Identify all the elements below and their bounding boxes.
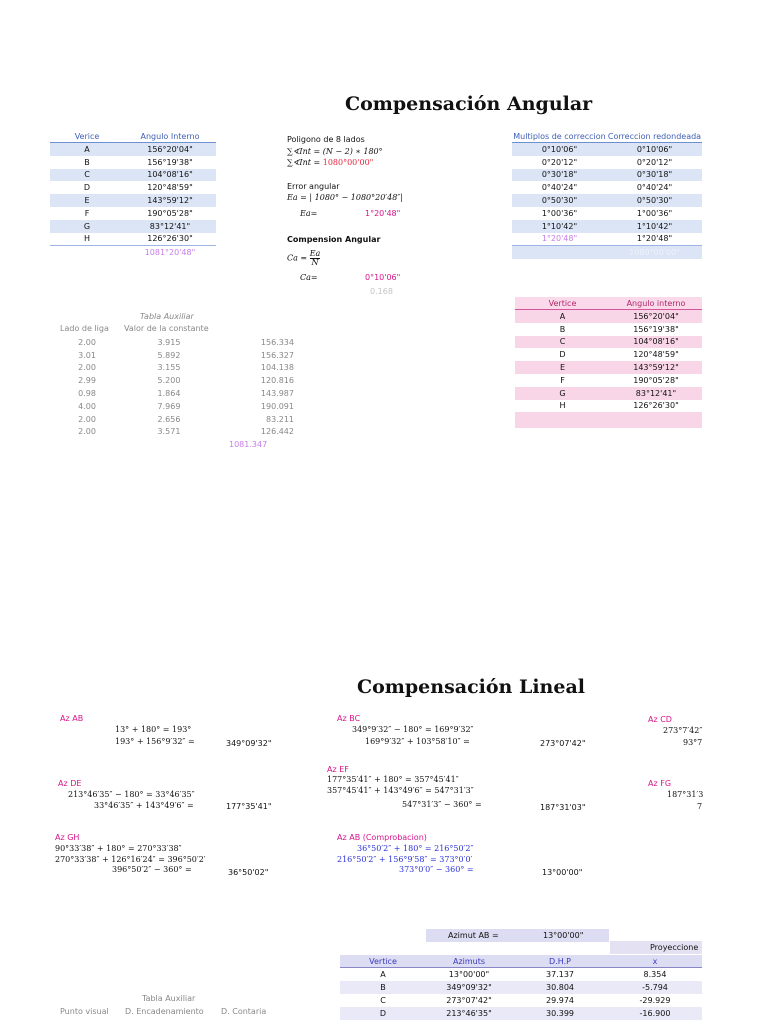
- col-header-dhp: D.H.P: [512, 955, 608, 968]
- table-cell: 156°19'38": [147, 157, 193, 167]
- table-cell: 2.00: [78, 414, 96, 424]
- table-cell: 3.155: [157, 363, 181, 373]
- table-cell: [50, 246, 124, 259]
- table-cell: 83°12'41": [610, 387, 702, 400]
- table-row: [512, 181, 702, 194]
- col-header-vertex: Verice: [50, 130, 124, 143]
- table-cell: 104.138: [260, 363, 294, 373]
- aux-col-constante: Valor de la constante: [124, 324, 209, 333]
- table-cell: 0.98: [78, 389, 96, 399]
- az-gh-line1: 90°33′38″ + 180° = 270°33′38″: [55, 844, 182, 853]
- az-check-line1: 36°50′2″ + 180° = 216°50′2″: [357, 844, 474, 853]
- table-cell: 120.816: [260, 376, 294, 386]
- table-cell: 0°20'12": [541, 157, 578, 167]
- table-cell: 190.091: [260, 401, 294, 411]
- table-cell: 156.327: [260, 350, 294, 360]
- table-cell: -5.794: [608, 981, 702, 994]
- table-row: [50, 194, 216, 207]
- table-cell: 190°05'28": [147, 208, 193, 218]
- corrections-footer: 1080°00'00": [607, 246, 702, 259]
- linear-title: Compensación Lineal: [357, 676, 585, 698]
- table-cell: [512, 246, 607, 259]
- az-cd-line2: 93°7: [683, 738, 703, 747]
- compensation-label: Compension Angular: [287, 235, 381, 244]
- table-cell: 156.334: [260, 337, 294, 347]
- ea-label: Ea=: [300, 209, 318, 218]
- az-gh-label: Az GH: [55, 833, 80, 842]
- angles-table: [50, 130, 216, 259]
- table-cell: 30.804: [512, 981, 608, 994]
- azimut-ab-bar: [426, 929, 609, 942]
- table-cell: 8.354: [643, 970, 667, 979]
- az-de-line2: 33°46′35″ + 143°49′6″ =: [94, 801, 194, 810]
- table-row: [512, 156, 702, 169]
- table-row: [515, 323, 702, 336]
- az-ab-label: Az AB: [60, 714, 84, 723]
- table-cell: 104°08'16": [124, 169, 216, 182]
- aux2-col-encadenamiento: D. Encadenamiento: [125, 1007, 204, 1016]
- ca-value: 0°10'06": [365, 273, 401, 282]
- table-cell: 0°50'30": [607, 194, 702, 207]
- table-cell: 0°50'30": [512, 194, 607, 207]
- aux2-col-contaria: D. Contaria: [221, 1007, 267, 1016]
- table-row: [512, 143, 702, 156]
- table-cell: 5.200: [157, 376, 181, 386]
- az-ab-result: 349°09'32": [226, 739, 272, 748]
- table-cell: 0°40'24": [636, 183, 673, 193]
- table-row: [50, 169, 216, 182]
- table-cell: 5.892: [157, 350, 181, 360]
- az-gh-line3: 396°50′2″ − 360° =: [112, 865, 192, 874]
- sum-formula: ∑∢Int = (N − 2) ∗ 180°: [287, 147, 383, 156]
- aux-table: [60, 336, 294, 438]
- table-cell: 0°40'24": [541, 183, 578, 193]
- table-cell: 156°19'38": [633, 324, 679, 334]
- az-ab-line1: 13° + 180° = 193°: [115, 725, 192, 734]
- table-cell: 126.442: [260, 427, 294, 437]
- table-cell: 1°00'36": [541, 208, 578, 218]
- table-cell: 104°08'16": [610, 336, 702, 349]
- az-cd-label: Az CD: [648, 715, 672, 724]
- table-cell: 0°30'18": [607, 169, 702, 182]
- angular-title: Compensación Angular: [345, 93, 593, 115]
- table-cell: A: [515, 310, 610, 323]
- aux-total: 1081.347: [229, 440, 268, 449]
- table-cell: 143°59'12": [124, 194, 216, 207]
- table-row: [340, 1007, 702, 1020]
- table-row: [50, 233, 216, 246]
- aux-title: Tabla Auxiliar: [140, 312, 194, 321]
- table-cell: 83°12'41": [124, 220, 216, 233]
- az-ef-line1: 177°35′41″ + 180° = 357°45′41″: [327, 775, 459, 784]
- table-cell: 13°00'00": [448, 970, 490, 979]
- aux2-title: Tabla Auxiliar: [142, 994, 196, 1003]
- az-ef-line3: 547°31′3″ − 360° =: [402, 800, 482, 809]
- table-row: [60, 336, 294, 349]
- adjusted-angles-table: [515, 297, 702, 428]
- az-bc-line2: 169°9′32″ + 103°58′10″ =: [365, 737, 470, 746]
- az-bc-line1: 349°9′32″ − 180° = 169°9′32″: [352, 725, 474, 734]
- table-cell: 7.969: [157, 401, 181, 411]
- empty-row: [515, 412, 702, 428]
- azimut-ab-label: Azimut AB =: [448, 931, 499, 940]
- table-cell: 2.656: [157, 414, 181, 424]
- table-row: [60, 387, 294, 400]
- az-bc-label: Az BC: [337, 714, 361, 723]
- table-row: [515, 374, 702, 387]
- table-cell: D: [340, 1007, 426, 1020]
- table-cell: 3.571: [157, 427, 181, 437]
- table-cell: 0°30'18": [512, 169, 607, 182]
- col-header-angle: Angulo Interno: [124, 130, 216, 143]
- table-cell: 2.00: [78, 427, 96, 437]
- azimuth-table: [340, 955, 702, 1020]
- table-cell: 4.00: [78, 401, 96, 411]
- table-cell: F: [560, 375, 565, 385]
- col-header-rounded: Correccion redondeada: [607, 131, 702, 141]
- table-row: [60, 400, 294, 413]
- table-cell: 349°09'32": [426, 981, 512, 994]
- az-ab-line2: 193° + 156°9′32″ =: [115, 737, 195, 746]
- az-de-line1: 213°46′35″ − 180° = 33°46′35″: [68, 790, 195, 799]
- table-cell: -16.900: [608, 1007, 702, 1020]
- az-cd-line1: 273°7′42″: [663, 726, 703, 735]
- table-cell: E: [50, 194, 124, 207]
- table-cell: B: [559, 324, 566, 334]
- table-row: [50, 156, 216, 169]
- table-cell: 126°26'30": [147, 234, 193, 244]
- az-check-label: Az AB (Comprobacion): [337, 833, 427, 842]
- table-cell: H: [83, 234, 90, 244]
- aux2-col-punto: Punto visual: [60, 1007, 109, 1016]
- table-row: [340, 994, 702, 1007]
- table-cell: E: [515, 361, 610, 374]
- table-cell: A: [50, 143, 124, 156]
- azimut-ab-value: 13°00'00": [543, 931, 584, 940]
- table-cell: 156°20'04": [124, 143, 216, 156]
- table-row: [60, 426, 294, 439]
- table-row: [50, 143, 216, 156]
- table-cell: 3.01: [78, 350, 96, 360]
- ea-value: 1°20'48": [365, 209, 401, 218]
- table-row: [60, 413, 294, 426]
- table-cell: 1°00'36": [636, 208, 673, 218]
- table-cell: G: [50, 220, 124, 233]
- table-cell: 3.915: [157, 337, 181, 347]
- az-fg-line2: 7: [697, 802, 703, 811]
- table-row: [512, 220, 702, 233]
- table-cell: F: [84, 208, 90, 218]
- ca-formula: Ca = $\frac{Ea}{N}$: [287, 249, 321, 267]
- col-header-azimuts: Azimuts: [426, 955, 512, 968]
- table-row: [340, 981, 702, 994]
- col-header-angulo: Angulo interno: [610, 297, 702, 310]
- az-fg-line1: 187°31′3: [667, 790, 704, 799]
- az-de-result: 177°35'41": [226, 802, 272, 811]
- table-row: [512, 169, 702, 182]
- az-gh-result: 36°50'02": [228, 868, 269, 877]
- table-cell: 2.00: [78, 337, 96, 347]
- col-header-vertice: Vertice: [515, 297, 610, 310]
- table-cell: [610, 412, 702, 428]
- table-cell: [515, 412, 610, 428]
- table-row: [515, 361, 702, 374]
- table-cell: 1°20'48": [636, 234, 673, 244]
- table-row: [60, 349, 294, 362]
- table-cell: G: [515, 387, 610, 400]
- table-cell: 213°46'35": [426, 1007, 512, 1020]
- table-row: [50, 220, 216, 233]
- az-bc-result: 273°07'42": [540, 739, 586, 748]
- col-header-vertice-lin: Vertice: [340, 955, 426, 968]
- table-cell: 83.211: [266, 414, 294, 424]
- table-row: [515, 387, 702, 400]
- projection-label: Proyeccione: [650, 943, 699, 952]
- az-ef-label: Az EF: [327, 765, 349, 774]
- corrections-table: [512, 130, 702, 259]
- ca-label: Ca=: [300, 273, 318, 282]
- az-gh-line2: 270°33′38″ + 126°16′24″ = 396°50′2′: [55, 855, 206, 864]
- az-check-result: 13°00'00": [542, 868, 583, 877]
- col-header-multiples: Multiplos de correccion: [513, 131, 606, 141]
- table-row: [512, 233, 702, 246]
- table-cell: 126°26'30": [633, 401, 679, 411]
- table-cell: C: [515, 336, 610, 349]
- table-cell: 143.987: [260, 389, 294, 399]
- table-row: [50, 207, 216, 220]
- table-row: [515, 400, 702, 413]
- az-ef-line2: 357°45′41″ + 143°49′6″ = 547°31′3″: [327, 786, 474, 795]
- table-cell: 190°05'28": [633, 375, 679, 385]
- error-formula: Ea = | 1080° − 1080°20′48″|: [287, 193, 404, 202]
- table-cell: C: [380, 996, 386, 1005]
- table-row: [60, 362, 294, 375]
- table-cell: 120°48'59": [147, 183, 193, 193]
- table-row: [50, 181, 216, 194]
- az-de-label: Az DE: [58, 779, 82, 788]
- aux-col-lado: Lado de liga: [60, 324, 109, 333]
- table-row: [512, 194, 702, 207]
- table-row: [515, 310, 702, 323]
- table-cell: 29.974: [546, 996, 574, 1005]
- az-check-line2: 216°50′2″ + 156°9′58″ = 373°0′0′: [337, 855, 473, 864]
- sum-result: ∑∢Int = 1080°00'00": [287, 158, 374, 167]
- table-row: [515, 348, 702, 361]
- table-cell: 30.399: [512, 1007, 608, 1020]
- angles-total: 1081°20'48": [124, 246, 216, 259]
- table-cell: D: [559, 350, 566, 360]
- col-header-x: x: [608, 955, 702, 968]
- table-cell: 0°10'06": [607, 143, 702, 156]
- ca-decimal: 0.168: [370, 287, 393, 296]
- table-cell: 156°20'04": [610, 310, 702, 323]
- polygon-label: Poligono de 8 lados: [287, 135, 365, 144]
- table-cell: 1.864: [157, 389, 181, 399]
- projection-header: [610, 941, 702, 954]
- table-cell: H: [559, 401, 566, 411]
- table-cell: 2.99: [78, 376, 96, 386]
- table-row: [512, 207, 702, 220]
- table-cell: 273°07'42": [446, 996, 492, 1005]
- table-cell: 2.00: [78, 363, 96, 373]
- table-cell: 37.137: [546, 970, 574, 979]
- table-cell: B: [340, 981, 426, 994]
- table-row: [340, 968, 702, 982]
- table-row: [60, 374, 294, 387]
- total-row: [50, 246, 216, 259]
- az-check-line3: 373°0′0″ − 360° =: [399, 865, 474, 874]
- table-cell: 1°20'48": [541, 234, 578, 244]
- table-cell: 0°10'06": [512, 143, 607, 156]
- table-cell: D: [83, 183, 91, 193]
- table-cell: A: [380, 970, 386, 979]
- table-cell: 120°48'59": [633, 350, 679, 360]
- footer-row: [512, 246, 702, 259]
- az-ef-result: 187°31'03": [540, 803, 586, 812]
- az-fg-label: Az FG: [648, 779, 672, 788]
- table-cell: -29.929: [639, 996, 671, 1005]
- table-cell: C: [50, 169, 124, 182]
- table-cell: 1°10'42": [512, 220, 607, 233]
- table-cell: B: [84, 157, 90, 167]
- table-cell: 0°20'12": [636, 157, 673, 167]
- table-row: [515, 336, 702, 349]
- table-cell: 1°10'42": [607, 220, 702, 233]
- error-label: Error angular: [287, 182, 340, 191]
- table-cell: 143°59'12": [610, 361, 702, 374]
